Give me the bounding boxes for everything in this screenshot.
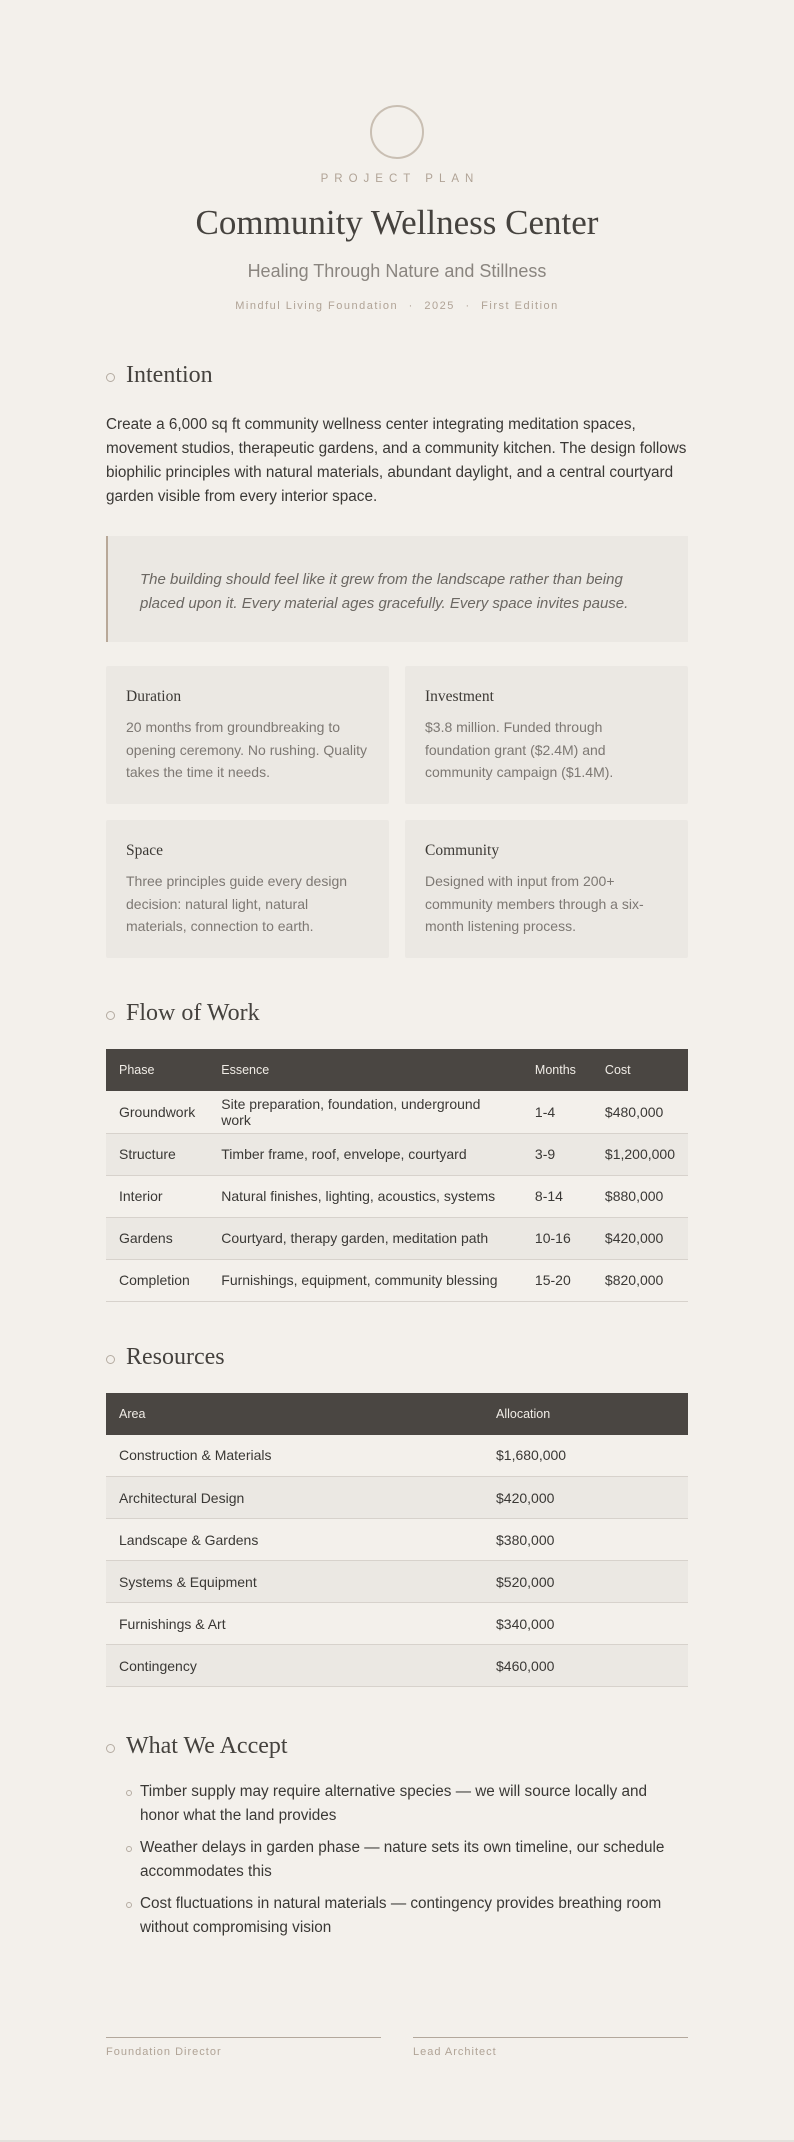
card-investment (405, 666, 688, 804)
circle-bullet-icon (126, 1846, 132, 1852)
months-cell: 15-20 (522, 1259, 592, 1301)
phase-cell: Groundwork (106, 1091, 208, 1133)
essence-cell: Timber frame, roof, envelope, courtyard (208, 1133, 522, 1175)
table-row (106, 1133, 688, 1175)
allocation-cell: $1,680,000 (483, 1435, 688, 1477)
essence-cell: Courtyard, therapy garden, meditation path (208, 1217, 522, 1259)
list-item-text: Weather delays in garden phase — nature sets its own timeline, our schedule accommodates this (140, 1839, 665, 1880)
allocation-cell: $520,000 (483, 1561, 688, 1603)
cost-cell: $480,000 (592, 1091, 688, 1133)
table-row (106, 1435, 688, 1477)
cost-cell: $1,200,000 (592, 1133, 688, 1175)
circle-bullet-icon (106, 1744, 115, 1753)
card-duration (106, 666, 389, 804)
column-header: Months (534, 1063, 576, 1077)
phase-cell: Structure (106, 1133, 208, 1175)
document-meta (106, 300, 688, 312)
section-heading (106, 1344, 688, 1371)
section-title: Flow of Work (126, 1000, 260, 1026)
table-row (106, 1175, 688, 1217)
circle-bullet-icon (126, 1790, 132, 1796)
table-row (106, 1477, 688, 1519)
cost-cell: $820,000 (592, 1259, 688, 1301)
section-heading (106, 362, 688, 389)
meta-separator: · (465, 300, 471, 312)
card-title: Duration (126, 688, 182, 705)
table-row (106, 1561, 688, 1603)
cost-cell: $880,000 (592, 1175, 688, 1217)
card-text: Three principles guide every design decision: natural light, natural materials, connection to earth. (126, 873, 348, 934)
meta-separator: · (408, 300, 414, 312)
section-what-we-accept (106, 1733, 688, 1939)
doc-type-label: PROJECT PLAN (320, 173, 480, 185)
column-header: Cost (604, 1063, 631, 1077)
section-title: Resources (126, 1343, 225, 1370)
card-title: Investment (425, 688, 494, 705)
section-intention (106, 362, 688, 958)
months-cell: 3-9 (522, 1133, 592, 1175)
card-title: Community (425, 842, 500, 859)
card-text: Designed with input from 200+ community members through a six-month listening process. (425, 873, 644, 934)
card-text: $3.8 million. Funded through foundation grant ($2.4M) and community campaign ($1.4M). (425, 719, 614, 780)
resources-table (106, 1393, 688, 1688)
section-heading (106, 1000, 688, 1027)
essence-cell: Site preparation, foundation, underground work (208, 1091, 522, 1133)
months-cell: 1-4 (522, 1091, 592, 1133)
signature-block (106, 2037, 688, 2058)
circle-bullet-icon (106, 1355, 115, 1364)
card-title: Space (126, 842, 164, 859)
months-cell: 10-16 (522, 1217, 592, 1259)
table-row (106, 1259, 688, 1301)
column-header: Phase (119, 1063, 155, 1077)
signature-lead-architect (413, 2037, 688, 2058)
list-item (126, 1836, 688, 1883)
months-cell: 8-14 (522, 1175, 592, 1217)
allocation-cell: $340,000 (483, 1603, 688, 1645)
column-header: Essence (221, 1063, 270, 1077)
table-row (106, 1519, 688, 1561)
meta-organization: Mindful Living Foundation (235, 300, 399, 312)
area-cell: Landscape & Gardens (106, 1519, 483, 1561)
signature-label: Foundation Director (106, 2046, 222, 2058)
flow-table (106, 1049, 688, 1302)
circle-bullet-icon (106, 373, 115, 382)
document-header (106, 0, 688, 312)
card-community (405, 820, 688, 958)
table-row (106, 1091, 688, 1133)
list-item-text: Timber supply may require alternative species — we will source locally and honor what the land provides (140, 1783, 647, 1824)
essence-cell: Furnishings, equipment, community blessing (208, 1259, 522, 1301)
table-row (106, 1603, 688, 1645)
table-header-row (106, 1049, 688, 1091)
phase-cell: Completion (106, 1259, 208, 1301)
section-title: Intention (126, 362, 213, 388)
table-row (106, 1645, 688, 1687)
column-header: Area (119, 1406, 146, 1421)
list-item (126, 1892, 688, 1939)
signature-foundation-director (106, 2037, 381, 2058)
list-item-text: Cost fluctuations in natural materials — contingency provides breathing room without compromising vision (140, 1895, 662, 1936)
section-flow-of-work (106, 1000, 688, 1302)
intention-quote: The building should feel like it grew from the landscape rather than being placed upon it. Every material ages gracefully. Every space invites pause. (106, 536, 688, 642)
signature-line (413, 2037, 688, 2038)
card-text: 20 months from groundbreaking to opening ceremony. No rushing. Quality takes the time it needs. (126, 719, 367, 780)
cost-cell: $420,000 (592, 1217, 688, 1259)
accept-list (106, 1780, 688, 1939)
allocation-cell: $380,000 (483, 1519, 688, 1561)
section-heading (106, 1733, 688, 1760)
circle-emblem-icon (370, 105, 424, 159)
table-row (106, 1217, 688, 1259)
page-subtitle: Healing Through Nature and Stillness (247, 261, 547, 281)
area-cell: Contingency (106, 1645, 483, 1687)
allocation-cell: $460,000 (483, 1645, 688, 1687)
section-resources (106, 1344, 688, 1688)
list-item (126, 1780, 688, 1827)
card-space (106, 820, 389, 958)
intention-body: Create a 6,000 sq ft community wellness center integrating meditation spaces, movement studios, therapeutic gardens, and a community kitchen. The design follows biophilic principles with natural materials, abundant daylight, and a central courtyard garden visible from every interior space. (106, 416, 687, 505)
essence-cell: Natural finishes, lighting, acoustics, systems (208, 1175, 522, 1217)
area-cell: Furnishings & Art (106, 1603, 483, 1645)
phase-cell: Interior (106, 1175, 208, 1217)
circle-bullet-icon (106, 1011, 115, 1020)
column-header: Allocation (496, 1406, 551, 1421)
signature-line (106, 2037, 381, 2038)
circle-bullet-icon (126, 1902, 132, 1908)
meta-edition: First Edition (481, 300, 559, 312)
area-cell: Systems & Equipment (106, 1561, 483, 1603)
area-cell: Architectural Design (106, 1477, 483, 1519)
meta-year: 2025 (424, 300, 455, 312)
area-cell: Construction & Materials (106, 1435, 483, 1477)
page-title: Community Wellness Center (195, 203, 599, 242)
section-title: What We Accept (126, 1733, 288, 1759)
table-header-row (106, 1393, 688, 1435)
signature-label: Lead Architect (413, 2046, 497, 2058)
phase-cell: Gardens (106, 1217, 208, 1259)
summary-cards (106, 666, 688, 958)
allocation-cell: $420,000 (483, 1477, 688, 1519)
